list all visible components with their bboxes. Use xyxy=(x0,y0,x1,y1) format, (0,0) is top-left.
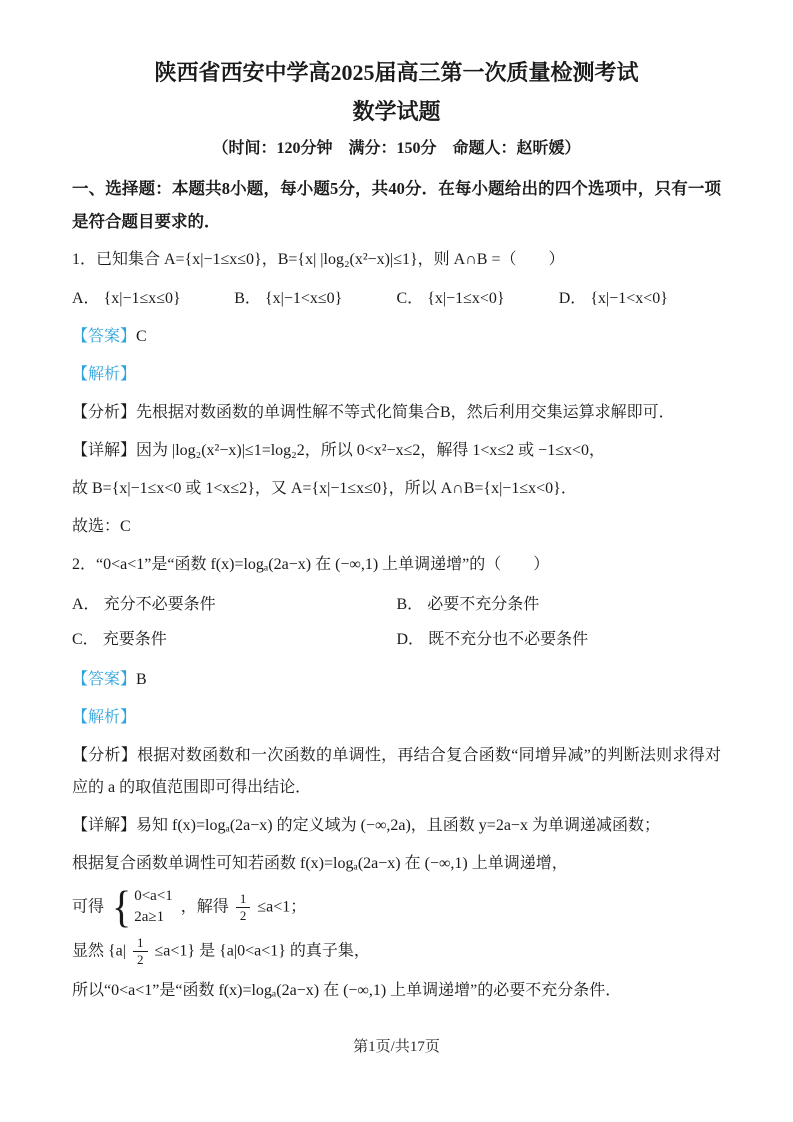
q1-option-a xyxy=(72,282,234,316)
q1-answer-line xyxy=(72,321,721,353)
q1-detail-2: 故 B={x|−1≤x<0 或 1<x≤2}，又 A={x|−1≤x≤0}，所以 A∩B={x|−1≤x<0}． xyxy=(72,480,577,498)
q1-analysis: 【分析】先根据对数函数的单调性解不等式化简集合B，然后利用交集运算求解即可． xyxy=(72,404,675,422)
q1-option-d-label: D． xyxy=(558,289,587,307)
exam-meta: （时间：120分钟 满分：150分 命题人：赵昕媛） xyxy=(212,140,581,157)
q1-detail-1: 【详解】因为 |log₂(x²−x)|≤1=log₂2，所以 0<x²−x≤2，解得 1<x≤2 或 −1≤x<0， xyxy=(72,442,605,460)
fraction-one-half-2 xyxy=(133,935,148,969)
inequality-system xyxy=(112,882,173,932)
page-footer: 第1页/共17页 xyxy=(353,1039,440,1055)
q2-answer-value: B xyxy=(136,670,147,688)
q1-answer-label: 【答案】 xyxy=(72,328,137,346)
q2-option-a-text: 充分不必要条件 xyxy=(103,596,216,614)
q2-option-c xyxy=(72,622,397,657)
q2-detail-5: 所以“0<a<1”是“函数 f(x)=logₐ(2a−x) 在 (−∞,1) 上单调递增”的必要不充分条件． xyxy=(72,981,622,999)
q1-option-d-text: {x|−1<x<0} xyxy=(590,289,668,307)
exam-title: 陕西省西安中学高2025届高三第一次质量检测考试 xyxy=(154,60,639,85)
q2-option-c-label: C． xyxy=(72,631,99,649)
q1-option-c xyxy=(397,282,559,316)
q1-analysis-header: 【解析】 xyxy=(72,366,137,384)
q2-analysis-header: 【解析】 xyxy=(72,708,137,726)
system-line-2: 2a≥1 xyxy=(134,909,165,926)
q1-option-c-label: C． xyxy=(396,289,424,307)
q2-option-b xyxy=(397,587,722,622)
q2-options xyxy=(72,587,721,657)
exam-subtitle: 数学试题 xyxy=(352,99,441,124)
q2-detail-4 xyxy=(72,935,721,969)
q1-option-b-text: {x|−1<x≤0} xyxy=(264,289,343,307)
q2-detail-3-suffix: ≤a<1； xyxy=(257,897,307,915)
brace-glyph: { xyxy=(112,882,132,932)
q2-option-a xyxy=(72,587,397,622)
q2-option-b-text: 必要不充分条件 xyxy=(427,596,540,614)
q2-option-a-label: A． xyxy=(72,596,100,614)
q1-answer-value: C xyxy=(136,328,147,346)
q2-detail-3-mid: ，解得 xyxy=(180,897,229,915)
q2-option-c-text: 充要条件 xyxy=(102,631,167,649)
q2-option-d xyxy=(397,622,722,657)
q2-detail-3-prefix: 可得 xyxy=(72,897,105,915)
q1-option-d xyxy=(559,282,721,316)
q2-option-b-label: B． xyxy=(396,596,424,614)
fraction-denominator: 2 xyxy=(239,907,247,923)
q1-option-a-text: {x|−1≤x≤0} xyxy=(103,289,181,307)
fraction-one-half xyxy=(236,891,251,925)
fraction-denominator: 2 xyxy=(137,952,144,968)
q1-option-b xyxy=(234,282,396,316)
q1-option-b-label: B． xyxy=(234,289,261,307)
q2-detail-2: 根据复合函数单调性可知若函数 f(x)=logₐ(2a−x) 在 (−∞,1) 上单调递增， xyxy=(72,854,568,872)
q2-detail-3 xyxy=(72,882,721,932)
q2-option-d-text: 既不充分也不必要条件 xyxy=(428,631,589,649)
system-line-1: 0<a<1 xyxy=(134,887,173,904)
q2-answer-label: 【答案】 xyxy=(72,670,137,688)
q1-option-a-label: A． xyxy=(72,289,100,307)
section-1-header: 一、选择题：本题共8小题，每小题5分，共40分．在每小题给出的四个选项中，只有一项是符合题目要求的． xyxy=(72,178,721,231)
q2-detail-4-post: ≤a<1} 是 {a|0<a<1} 的真子集， xyxy=(154,942,370,960)
q2-answer-line xyxy=(72,664,721,696)
q2-stem: 2．“0<a<1”是“函数 f(x)=logₐ(2a−x) 在 (−∞,1) 上单调递增”的（ ） xyxy=(72,556,550,574)
q2-option-d-label: D． xyxy=(396,631,425,649)
q1-stem: 1．已知集合 A={x|−1≤x≤0}，B={x| |log₂(x²−x)|≤1}，则 A∩B =（ ） xyxy=(72,250,565,268)
fraction-numerator: 1 xyxy=(236,891,251,908)
q1-detail-3: 故选：C xyxy=(72,518,131,536)
q1-options xyxy=(72,282,721,316)
q1-option-c-text: {x|−1≤x<0} xyxy=(427,289,505,307)
q2-detail-1: 【详解】易知 f(x)=logₐ(2a−x) 的定义域为 (−∞,2a)，且函数 y=2a−x 为单调递减函数； xyxy=(72,816,660,834)
fraction-numerator: 1 xyxy=(133,935,148,952)
q2-analysis: 【分析】根据对数函数和一次函数的单调性，再结合复合函数“同增异减”的判断法则求得对应的 a 的取值范围即可得出结论． xyxy=(72,746,721,796)
q2-detail-4-pre: 显然 {a| xyxy=(72,942,126,960)
